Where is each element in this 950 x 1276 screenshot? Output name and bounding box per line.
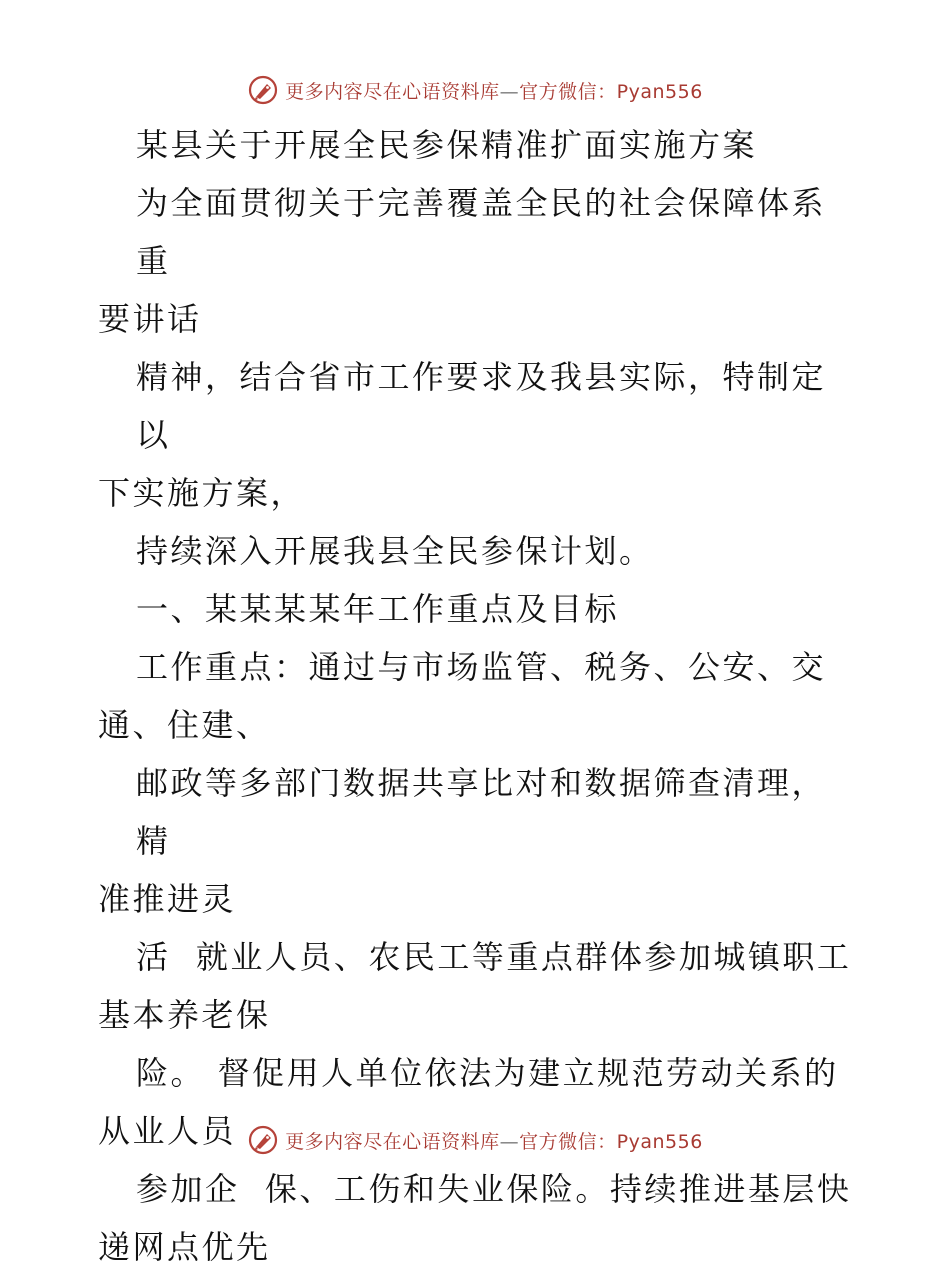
text-line: 基本养老保 [98, 996, 271, 1034]
document-body [98, 116, 858, 1276]
text-line: 工作重点：通过与市场监管、税务、公安、交 [136, 648, 827, 686]
text-line: 持续深入开展我县全民参保计划。 [136, 532, 654, 570]
text-line: 精神，结合省市工作要求及我县实际，特制定以 [136, 358, 827, 454]
banner-wechat: 官方微信：Pyan556 [519, 1130, 703, 1153]
text-line: 一、某某某某年工作重点及目标 [136, 590, 620, 628]
text-line: 活 就业人员、农民工等重点群体参加城镇职工 [136, 938, 852, 976]
pen-nib-logo-icon [247, 1124, 279, 1156]
banner-separator: — [499, 80, 520, 103]
footer-watermark [0, 1120, 950, 1160]
text-line: 为全面贯彻关于完善覆盖全民的社会保障体系重 [136, 184, 827, 280]
text-line: 通、住建、 [98, 706, 271, 744]
document-title: 某县关于开展全民参保精准扩面实施方案 [136, 126, 758, 164]
banner-site-name: 更多内容尽在心语资料库 [285, 80, 500, 103]
header-watermark [0, 70, 950, 110]
banner-site-name: 更多内容尽在心语资料库 [285, 1130, 500, 1153]
text-line: 要讲话 [98, 300, 202, 338]
text-line: 准推进灵 [98, 880, 237, 918]
text-line: 下实施方案， [98, 474, 306, 512]
text-line: 邮政等多部门数据共享比对和数据筛查清理，精 [136, 764, 827, 860]
text-line: 险。 督促用人单位依法为建立规范劳动关系的 [136, 1054, 839, 1092]
text-line: 从业人员 [98, 1112, 237, 1150]
text-line: 递网点优先 [98, 1228, 271, 1266]
pen-nib-logo-icon [247, 74, 279, 106]
banner-wechat: 官方微信：Pyan556 [519, 80, 703, 103]
banner-separator: — [499, 1130, 520, 1153]
text-line: 参加企 保、工伤和失业保险。持续推进基层快 [136, 1170, 852, 1208]
